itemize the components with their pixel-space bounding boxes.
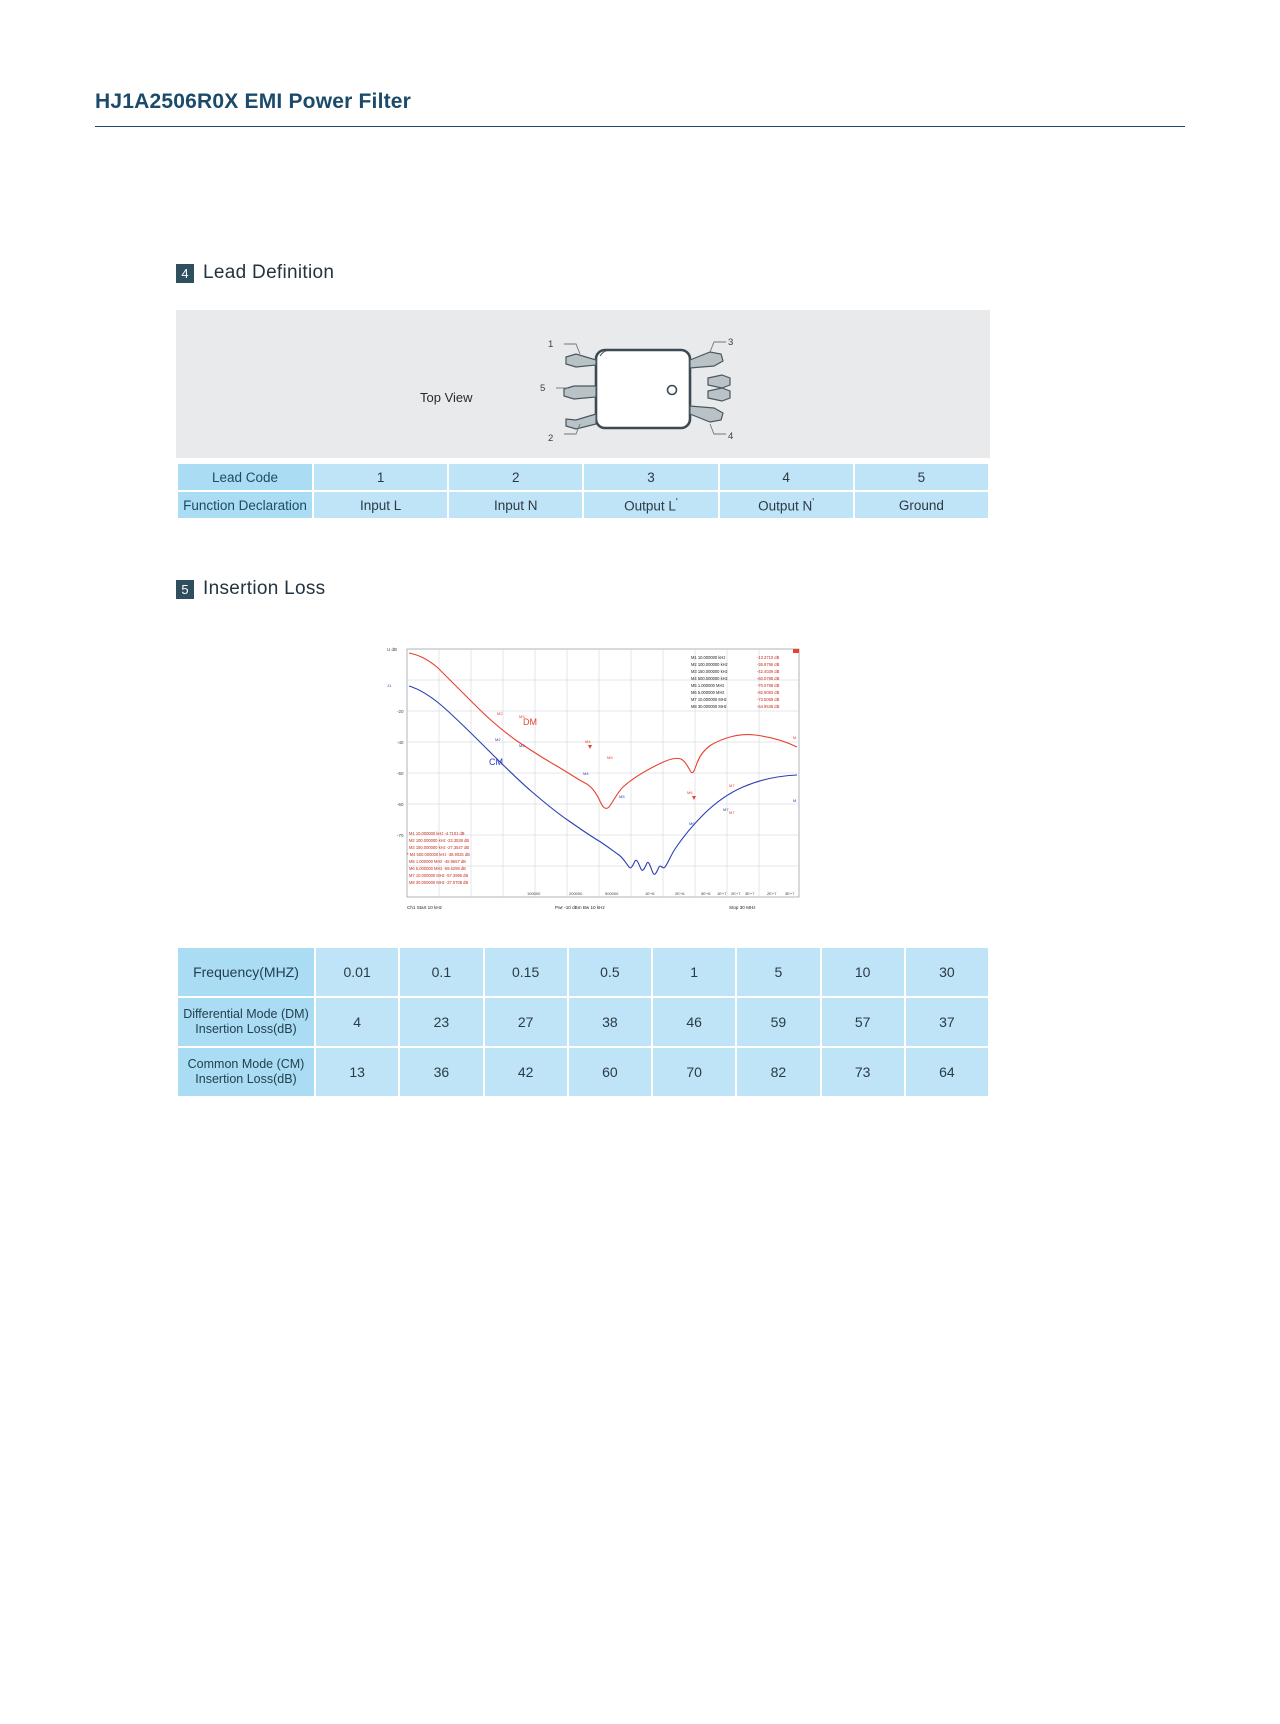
dm-value-cell: 23 [400, 998, 482, 1046]
function-cell [720, 492, 853, 518]
svg-text:M7 10.000000 MHz -57.399: M7 10.000000 MHz -57.3995 dB [409, 873, 469, 878]
svg-text:2E+7: 2E+7 [731, 891, 741, 896]
svg-text:-36.8796 dB: -36.8796 dB [757, 662, 780, 667]
x-axis-start-label: Ch1 Start 10 kHz [407, 905, 442, 910]
chart-marker-cm: M5 [619, 794, 625, 799]
dm-row-header [178, 998, 314, 1046]
function-cell [584, 492, 717, 518]
section-heading-insertion-loss [176, 578, 326, 600]
callout-5: 5 [540, 383, 546, 394]
table-row [178, 492, 988, 518]
cm-row-header-line2: Insertion Loss(dB) [195, 1072, 297, 1086]
chart-marker-dm: M4 [585, 739, 591, 744]
section-heading-lead-definition [176, 262, 334, 284]
frequency-cell: 30 [906, 948, 988, 996]
chart-marker-dm: M3 [519, 714, 525, 719]
svg-text:M4 500.000000 kHz: M4 500.000000 kHz [691, 676, 728, 681]
function-text: Output N [758, 498, 813, 514]
cm-value-cell: 60 [569, 1048, 651, 1096]
function-text: Input L [359, 497, 402, 513]
dm-value-cell: 46 [653, 998, 735, 1046]
svg-text:5E+6: 5E+6 [701, 891, 711, 896]
frequency-cell: 0.01 [316, 948, 398, 996]
chart-marker-dm: M6 [687, 790, 693, 795]
function-cell [449, 492, 582, 518]
frequency-cell: 0.15 [485, 948, 567, 996]
chart-marker-dm: M7 [729, 810, 735, 815]
svg-text:M6 5.000000 MHz -59.62: M6 5.000000 MHz -59.6289 dB [409, 866, 466, 871]
function-declaration-header: Function Declaration [178, 492, 312, 518]
dm-value-cell: 27 [485, 998, 567, 1046]
chart-marker-cm: M [793, 798, 797, 803]
dm-row-header-line2: Insertion Loss(dB) [195, 1022, 297, 1036]
callout-3: 3 [728, 337, 734, 348]
frequency-cell: 1 [653, 948, 735, 996]
chart-marker-cm: M3 [519, 743, 525, 748]
svg-text:M3 150.000000 kHz -27.35: M3 150.000000 kHz -27.3547 dB [409, 845, 470, 850]
function-text: Ground [898, 497, 944, 513]
y-tick-label: -50 [397, 771, 404, 776]
cm-value-cell: 64 [906, 1048, 988, 1096]
y-tick-label: -70 [397, 833, 404, 838]
chart-marker-cm: M7 [723, 807, 729, 812]
svg-text:-42.4039 dB: -42.4039 dB [757, 669, 780, 674]
page-header [95, 90, 1185, 127]
section-title-text: Insertion Loss [203, 578, 326, 599]
chart-marker-dm: M2 [497, 711, 503, 716]
svg-text:2E+7: 2E+7 [767, 891, 777, 896]
cm-value-cell: 70 [653, 1048, 735, 1096]
cm-value-cell: 13 [316, 1048, 398, 1096]
svg-text:200000: 200000 [569, 891, 583, 896]
lead-code-cell: 3 [584, 464, 717, 490]
lead-code-cell: 5 [855, 464, 988, 490]
svg-text:M5 1.000000 MHz: M5 1.000000 MHz [691, 683, 725, 688]
dm-value-cell: 4 [316, 998, 398, 1046]
svg-text:* M4 500.000000 kHz -38.90: * M4 500.000000 kHz -38.9025 dB [407, 852, 470, 857]
svg-text:3E+7: 3E+7 [745, 891, 755, 896]
dm-value-cell: 37 [906, 998, 988, 1046]
function-text: Output L [624, 498, 676, 514]
svg-text:M6 5.000000 MHz: M6 5.000000 MHz [691, 690, 725, 695]
svg-text:2E+6: 2E+6 [675, 891, 685, 896]
svg-text:3E+7: 3E+7 [785, 891, 795, 896]
insertion-loss-data-table [176, 946, 990, 1098]
lead-code-cell: 1 [314, 464, 447, 490]
lead-definition-figure [176, 310, 990, 458]
header-divider [95, 126, 1185, 127]
frequency-cell: 0.1 [400, 948, 482, 996]
cm-row-header [178, 1048, 314, 1096]
chart-marker-cm: M2 [495, 737, 501, 742]
chart-marker-cm: M4 [583, 771, 589, 776]
svg-text:M1 10.000000 kHz: M1 10.000000 kHz [691, 655, 726, 660]
section-number-badge: 5 [176, 580, 194, 599]
lead-code-header: Lead Code [178, 464, 312, 490]
dm-row-header-line1: Differential Mode (DM) [183, 1007, 309, 1021]
svg-text:-64.9536 dB: -64.9536 dB [757, 704, 780, 709]
function-cell [855, 492, 988, 518]
table-row [178, 948, 988, 996]
insertion-loss-chart [378, 638, 812, 927]
svg-text:100000: 100000 [527, 891, 541, 896]
prime-mark: ' [675, 496, 678, 508]
lead-code-cell: 2 [449, 464, 582, 490]
cm-series-label: CM [489, 757, 503, 767]
function-text: Input N [494, 497, 538, 513]
svg-text:-70.0788 dB: -70.0788 dB [757, 683, 780, 688]
insertion-loss-plot [379, 639, 811, 926]
cm-value-cell: 36 [400, 1048, 482, 1096]
lead-code-cell: 4 [720, 464, 853, 490]
frequency-cell: 10 [822, 948, 904, 996]
table-row [178, 1048, 988, 1096]
cm-value-cell: 73 [822, 1048, 904, 1096]
prime-mark: ' [812, 496, 815, 508]
svg-text:M8 30.000000 MHz: M8 30.000000 MHz [691, 704, 727, 709]
svg-text:-60.0788 dB: -60.0788 dB [757, 676, 780, 681]
svg-text:M1 10.000000 kHz -4.: M1 10.000000 kHz -4.7101 dB [409, 831, 465, 836]
y-tick-label: -60 [397, 802, 404, 807]
frequency-cell: 5 [737, 948, 819, 996]
chart-marker-dm: M5 [607, 755, 613, 760]
section-number-badge: 4 [176, 264, 194, 283]
svg-text:M5 1.000000 MHz -46.96: M5 1.000000 MHz -46.9657 dB [409, 859, 466, 864]
chart-marker-dm: M [793, 735, 797, 740]
y-axis-top-label: U dB [387, 647, 398, 652]
svg-text:M2 100.000000 kHz: M2 100.000000 kHz [691, 662, 728, 667]
page-title: HJ1A2506R0X EMI Power Filter [95, 90, 412, 113]
callout-4: 4 [728, 431, 734, 442]
x-axis-stop-label: Stop 30 MHz [729, 905, 756, 910]
dm-series-label: DM [523, 717, 537, 727]
svg-text:1E+7: 1E+7 [717, 891, 727, 896]
section-title-text: Lead Definition [203, 262, 335, 283]
lead-definition-table [176, 462, 990, 520]
table-row [178, 998, 988, 1046]
top-view-label: Top View [420, 390, 473, 405]
dm-value-cell: 57 [822, 998, 904, 1046]
frequency-cell: 0.5 [569, 948, 651, 996]
callout-2: 2 [548, 433, 554, 444]
y-tick-label: -20 [397, 709, 404, 714]
svg-text:1E+6: 1E+6 [645, 891, 655, 896]
svg-text:M7 10.000000 MHz: M7 10.000000 MHz [691, 697, 727, 702]
cm-value-cell: 42 [485, 1048, 567, 1096]
svg-text:500000: 500000 [605, 891, 619, 896]
x-axis-power-label: Pwr -10 dBm Bw 10 kHz [555, 905, 605, 910]
table-row [178, 464, 988, 490]
chart-marker-cm: M6 [689, 821, 695, 826]
function-cell [314, 492, 447, 518]
dm-value-cell: 38 [569, 998, 651, 1046]
svg-text:-82.9083 dB: -82.9083 dB [757, 690, 780, 695]
svg-text:-73.5069 dB: -73.5069 dB [757, 697, 780, 702]
cm-value-cell: 82 [737, 1048, 819, 1096]
svg-text:M3 150.000000 kHz: M3 150.000000 kHz [691, 669, 728, 674]
callout-1: 1 [548, 339, 554, 350]
svg-text:-13.3710 dB: -13.3710 dB [757, 655, 780, 660]
frequency-row-header: Frequency(MHZ) [178, 948, 314, 996]
package-top-view-diagram [496, 320, 796, 460]
svg-text:M8 30.000000 MHz -37.070: M8 30.000000 MHz -37.0708 dB [409, 880, 469, 885]
chart-marker-dm: M7 [729, 783, 735, 788]
chart-marker-cm: J1 [387, 683, 392, 688]
dm-value-cell: 59 [737, 998, 819, 1046]
y-tick-label: -40 [397, 740, 404, 745]
cm-row-header-line1: Common Mode (CM) [187, 1057, 305, 1071]
svg-text:M2 100.000000 kHz -23.35: M2 100.000000 kHz -23.3538 dB [409, 838, 470, 843]
